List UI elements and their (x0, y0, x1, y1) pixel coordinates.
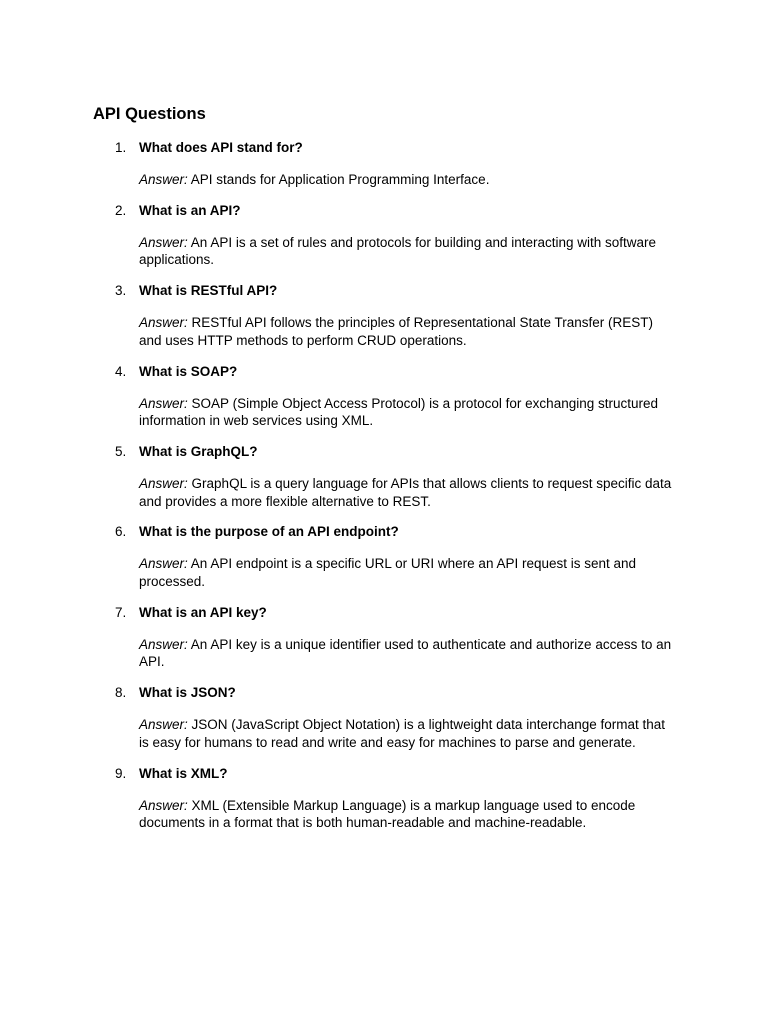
answer-text: An API is a set of rules and protocols for building and interacting with software applications. (139, 234, 657, 268)
answer-label: Answer: (139, 636, 188, 652)
answer-paragraph (139, 636, 674, 671)
question-row (0, 443, 768, 461)
qa-item-7 (0, 604, 768, 671)
answer-label: Answer: (139, 395, 188, 411)
answer-text: XML (Extensible Markup Language) is a markup language used to encode documents in a format that is both human-readable and machine-readable. (139, 797, 636, 831)
question-number: 8. (115, 685, 127, 701)
answer-paragraph (139, 314, 674, 349)
question-text: What is GraphQL? (139, 443, 258, 459)
question-number: 6. (115, 524, 127, 540)
qa-item-5 (0, 443, 768, 510)
answer-label: Answer: (139, 234, 188, 250)
qa-item-1 (0, 139, 768, 189)
question-text: What is SOAP? (139, 363, 238, 379)
answer-text: JSON (JavaScript Object Notation) is a lightweight data interchange format that is easy for humans to read and write and easy for machines to parse and generate. (139, 717, 666, 750)
answer-paragraph (139, 475, 674, 510)
answer-label: Answer: (139, 475, 188, 491)
question-row (0, 282, 768, 300)
question-text: What is an API? (139, 202, 241, 218)
question-text: What is an API key? (139, 604, 267, 620)
question-number: 9. (115, 765, 127, 781)
qa-item-6 (0, 523, 768, 590)
answer-paragraph (139, 797, 674, 832)
answer-text: An API endpoint is a specific URL or URI where an API request is sent and processed. (139, 556, 637, 590)
question-number: 1. (115, 140, 127, 155)
document-title: API Questions (93, 105, 206, 123)
qa-item-9 (0, 765, 768, 832)
question-number: 7. (115, 604, 127, 620)
answer-text: API stands for Application Programming Interface. (190, 172, 490, 187)
answer-label: Answer: (139, 556, 188, 572)
qa-item-3 (0, 282, 768, 349)
question-number: 4. (115, 363, 127, 379)
answer-text: SOAP (Simple Object Access Protocol) is a protocol for exchanging structured information in web services using XML. (139, 395, 659, 429)
question-row (0, 139, 768, 157)
answer-label: Answer: (139, 315, 188, 331)
qa-item-8 (0, 684, 768, 751)
question-row (0, 523, 768, 541)
answer-label: Answer: (139, 717, 188, 733)
question-number: 5. (115, 443, 127, 459)
qa-item-2 (0, 202, 768, 269)
question-row (0, 765, 768, 783)
answer-paragraph (139, 234, 674, 269)
question-row (0, 684, 768, 702)
question-text: What does API stand for? (139, 140, 303, 155)
answer-paragraph (139, 716, 674, 751)
question-text: What is XML? (139, 765, 228, 781)
answer-text: RESTful API follows the principles of Representational State Transfer (REST) and uses HTTP methods to perform CRUD operations. (139, 315, 653, 348)
qa-item-4 (0, 363, 768, 430)
question-row (0, 202, 768, 220)
answer-text: GraphQL is a query language for APIs that allows clients to request specific data and provides a more flexible alternative to REST. (139, 475, 672, 509)
question-text: What is the purpose of an API endpoint? (139, 524, 399, 540)
answer-label: Answer: (139, 797, 188, 813)
question-list (0, 139, 768, 845)
answer-paragraph (139, 555, 674, 590)
question-row (0, 363, 768, 381)
question-row (0, 604, 768, 622)
question-number: 2. (115, 202, 127, 218)
answer-paragraph (139, 171, 674, 189)
answer-paragraph (139, 395, 674, 430)
answer-text: An API key is a unique identifier used to authenticate and authorize access to an API. (139, 636, 672, 670)
answer-label: Answer: (139, 172, 188, 187)
question-number: 3. (115, 283, 127, 299)
question-text: What is JSON? (139, 685, 236, 701)
question-text: What is RESTful API? (139, 283, 278, 299)
